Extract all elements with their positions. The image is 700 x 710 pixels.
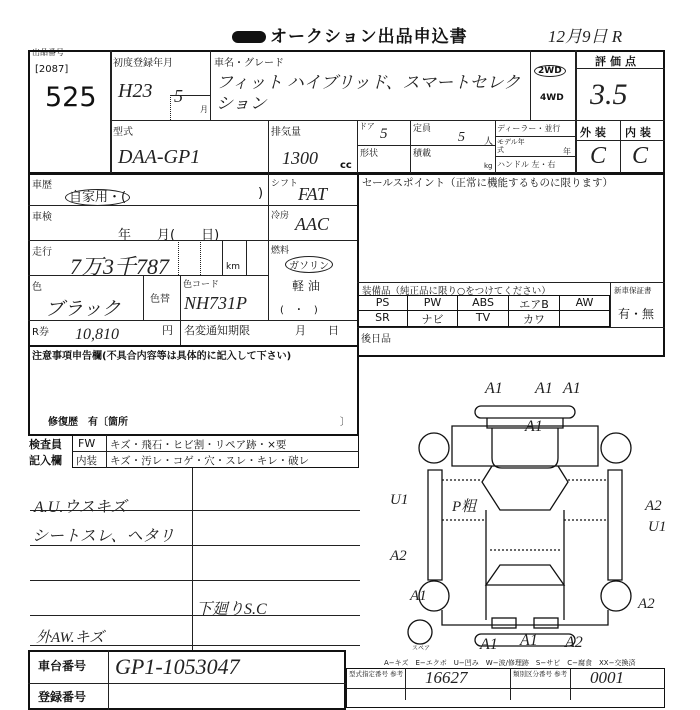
color-label: 色	[32, 282, 42, 293]
lot-label: 出品番号	[32, 48, 64, 57]
entry-label: 記入欄	[29, 454, 62, 467]
interior-label: 内 装	[625, 126, 651, 139]
class-number-label: 類別区分番号 参考	[513, 670, 568, 678]
sales-point-label: セールスポイント（正常に機能するものに限ります）	[362, 177, 614, 189]
model-value: DAA-GP1	[118, 146, 201, 168]
chassis-number: GP1-1053047	[115, 654, 240, 679]
comment-left-3: 外AW.キズ	[36, 630, 105, 646]
drive-4wd: 4WD	[540, 93, 564, 103]
doors-value: 5	[380, 126, 388, 142]
drive-2wd: 2WD	[534, 65, 566, 77]
aircon-value: AAC	[295, 214, 329, 234]
capacity-value: 5	[458, 130, 465, 145]
history-private: 自家用・(	[65, 189, 130, 206]
sales-equipment-section	[357, 173, 665, 357]
equip-airbag: エアB	[508, 295, 560, 311]
fuel-diesel: 軽 油	[292, 279, 320, 293]
displacement-value: 1300	[282, 148, 318, 168]
lot-code: [2087]	[35, 64, 69, 75]
damage-mark: U1	[648, 519, 667, 535]
color-change-label: 色替	[150, 294, 170, 305]
equip-leather: カワ	[508, 310, 560, 327]
damage-legend: A−キズ E−エクボ U−凹み W−波/修理跡 S−サビ C−腐食 XX−交換済	[384, 659, 636, 667]
equip-abs: ABS	[457, 295, 509, 311]
damage-mark: A2	[390, 548, 407, 564]
shift-label: シフト	[271, 179, 299, 189]
km-unit: km	[226, 262, 240, 272]
warranty-label: 新車保証書	[614, 286, 652, 295]
load-unit: kg	[484, 162, 493, 170]
damage-mark: A1	[480, 636, 498, 653]
name-change-label: 名変通知期限	[184, 324, 250, 337]
form-title	[232, 22, 468, 47]
aircon-label: 冷房	[271, 211, 290, 221]
damage-mark: A2	[638, 596, 655, 612]
damage-mark: A2	[645, 498, 662, 514]
history-label: 車歴	[32, 180, 52, 191]
model-year-label: モデル年式	[497, 138, 525, 154]
fuel-gasoline: ガソリン	[285, 256, 333, 273]
car-damage-diagram	[380, 370, 670, 660]
comment-right-1: 下廻りS.C	[196, 601, 267, 618]
comment-left-1: A.U.ウスキズ	[34, 499, 127, 516]
yen-unit: 円	[162, 324, 173, 337]
header-note: 12月9日 R	[548, 27, 623, 46]
chassis-label: 車台番号	[38, 659, 87, 673]
dealer-label: ディーラー・並行	[497, 124, 561, 133]
damage-mark: A1	[525, 418, 543, 435]
repair-history: 修復歴 有〔箇所	[48, 417, 128, 428]
capacity-label: 定員	[413, 124, 432, 134]
damage-mark: A2	[565, 634, 583, 651]
shift-value: FAT	[298, 184, 328, 204]
equipment-label: 装備品（純正品に限り○をつけてください）	[362, 286, 551, 297]
mileage-label: 走行	[32, 247, 52, 258]
fw-label: FW	[78, 437, 96, 450]
model-label: 型式	[113, 127, 133, 138]
damage-mark: A1	[563, 380, 581, 397]
notes-label: 注意事項申告欄(不具合内容等は具体的に記入して下さい)	[32, 351, 292, 362]
fuel-label: 燃料	[271, 246, 290, 256]
equip-empty	[559, 310, 610, 327]
damage-mark: A1	[410, 588, 427, 604]
equip-ps: PS	[357, 295, 408, 311]
recycle-value: 10,810	[75, 326, 119, 343]
inspection-label: 車検	[32, 212, 52, 223]
inspection-date: 年 月( 日)	[118, 228, 220, 243]
equip-pw: PW	[407, 295, 458, 311]
displacement-label: 排気量	[271, 127, 301, 138]
color-code: NH731P	[184, 293, 247, 313]
color-value: ブラック	[45, 299, 121, 320]
history-close: )	[258, 186, 264, 201]
month-unit: 月	[200, 105, 208, 114]
first-reg-month: 5	[174, 86, 183, 106]
year-unit: 年	[563, 147, 571, 156]
grade-value: フィット ハイブリッド、スマートセレクション	[216, 73, 521, 113]
damage-mark: P粗	[452, 499, 477, 515]
equipment-grid	[357, 295, 610, 327]
color-code-label: 色コード	[183, 280, 220, 290]
equip-sr: SR	[357, 310, 408, 327]
damage-mark: U1	[390, 492, 409, 508]
warranty-options: 有・無	[618, 307, 655, 321]
first-reg-label: 初度登録年月	[113, 58, 173, 69]
interior-label-box: 内装	[76, 455, 97, 467]
recycle-label: R券	[32, 327, 49, 338]
fuel-other: ( ・ )	[280, 305, 318, 316]
equip-navi: ナビ	[407, 310, 458, 327]
damage-mark: A1	[535, 380, 553, 397]
inspector-label: 検査員	[29, 438, 62, 451]
later-items-label: 後日品	[361, 334, 391, 345]
exterior-score: C	[590, 143, 607, 169]
first-reg-year: H23	[118, 80, 153, 102]
grade-label: 車名・グレード	[214, 58, 284, 69]
interior-items: キズ・汚レ・コゲ・穴・スレ・キレ・破レ	[110, 455, 310, 467]
doors-label: ドア	[359, 122, 375, 131]
lot-number: 525	[45, 82, 97, 113]
damage-mark: A1	[485, 380, 503, 397]
handle-label: ハンドル 左・右	[497, 160, 556, 169]
comment-left-2: シートスレ、ヘタリ	[32, 528, 175, 545]
exterior-label: 外 装	[580, 126, 606, 139]
capacity-unit: 人	[484, 137, 494, 147]
title-text: オークション出品申込書	[270, 27, 468, 47]
type-designation-value: 16627	[425, 668, 468, 687]
fw-items: キズ・飛石・ヒビ割・リペア跡・×要	[110, 439, 287, 451]
spare-tire-label: スペア	[412, 645, 431, 652]
damage-mark: A1	[520, 632, 538, 649]
equip-aw: AW	[559, 295, 610, 311]
equip-tv: TV	[457, 310, 509, 327]
score-label: 評価点	[595, 55, 640, 68]
name-change-date: 月 日	[295, 324, 339, 337]
repair-close: 〕	[340, 417, 350, 428]
type-designation-label: 型式指定番号 参考	[349, 670, 404, 678]
cc-unit: cc	[340, 160, 352, 171]
interior-score: C	[632, 143, 649, 169]
shape-label: 形状	[360, 149, 379, 159]
mileage-value: 7万3千787	[70, 254, 170, 279]
history-value	[65, 186, 130, 205]
class-number-value: 0001	[590, 668, 624, 687]
score-value: 3.5	[590, 78, 628, 111]
logo-mark	[232, 31, 266, 43]
registration-label: 登録番号	[38, 690, 87, 704]
load-label: 積載	[413, 149, 432, 159]
